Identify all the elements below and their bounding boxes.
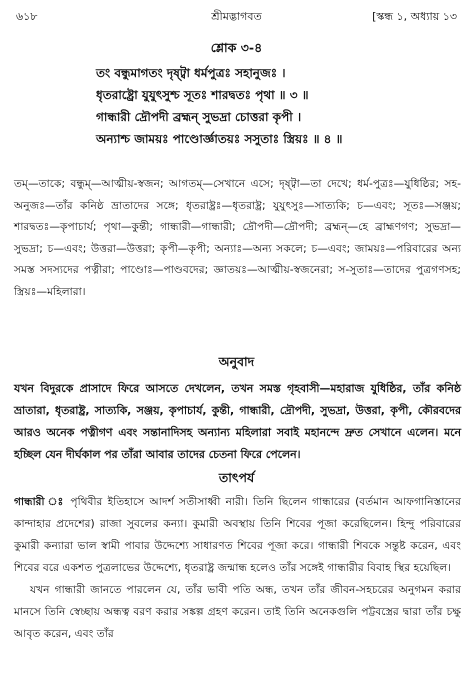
translation-heading: অনুবাদ	[218, 354, 255, 369]
verse-line: তং বন্ধুমাগতং দৃষ্ট্বা ধর্মপুত্রঃ সহানুজঃ ।	[96, 66, 286, 80]
page-header	[16, 8, 457, 26]
purport-body	[14, 491, 461, 645]
purport-paragraph-2: যখন গান্ধারী জানতে পারলেন যে, তাঁর ভাবী পতি অন্ধ, তখন তাঁর জীবন-সহচরের অনুগমন করার মানসে তিনি স্বেচ্ছায় অন্ধত্ব বরণ করার সঙ্কল্প গ্রহণ করেন। তাই তিনি অনেকগুলি পট্টবস্ত্রের দ্বারা তাঁর চক্ষু আবৃত করেন, এবং তাঁর	[14, 583, 461, 640]
synonyms-text: তম্‌—তাকে; বন্ধুম্‌—আত্মীয়-স্বজন; আগতম্‌—সেখানে এসে; দৃষ্ট্বা—তা দেখে; ধর্ম-পুত্রঃ—যুধিষ্ঠির; সহ-অনুজঃ—তাঁর কনিষ্ঠ ভ্রাতাদের সঙ্গে; ধৃতরাষ্ট্রঃ—ধৃতরাষ্ট্র; যুযুৎসুঃ—সাত্যকি; চ—এবং; সূতঃ—সঞ্জয়; শারদ্বতঃ—কৃপাচার্য; পৃথা—কুন্তী; গান্ধারী—গান্ধারী; দ্রৌপদী—দ্রৌপদী; ব্রহ্মন্‌—হে ব্রাহ্মণগণ; সুভদ্রা—সুভদ্রা; চ—এবং; উত্তরা—উত্তরা; কৃপী—কৃপী; অন্যাঃ—অন্য সকলে; চ—এবং; জাময়ঃ—পরিবারের অন্য সমস্ত সদস্যদের পত্নীরা; পাণ্ডোঃ—পাণ্ডবদের; জ্ঞাতয়ঃ—আত্মীয়-স্বজনেরা; স-সুতাঃ—তাদের পুত্রগণসহ; স্ত্রিয়ঃ—মহিলারা।	[14, 177, 461, 298]
canto-chapter-location: [স্কন্ধ ১, অধ্যায় ১৩	[372, 10, 457, 23]
verse-line: ধৃতরাষ্ট্রো যুযুৎসুশ্চ সূতঃ শারদ্বতঃ পৃথা ॥ ৩ ॥	[96, 88, 309, 102]
verse-line: অন্যাশ্চ জাময়ঃ পাণ্ডোর্জ্ঞাতয়ঃ সসুতাঃ স্ত্রিয়ঃ ॥ ৪ ॥	[96, 132, 343, 146]
sanskrit-verse	[96, 62, 453, 150]
translation-text: যখন বিদুরকে প্রাসাদে ফিরে আসতে দেখলেন, তখন সমস্ত গৃহবাসী—মহারাজ যুধিষ্ঠির, তাঁর কনিষ্ঠ ভ্রাতারা, ধৃতরাষ্ট্র, সাত্যকি, সঞ্জয়, কৃপাচার্য, কুন্তী, গান্ধারী, দ্রৌপদী, সুভদ্রা, উত্তরা, কৃপী, কৌরবদের আরও অনেক পত্নীগণ এবং সন্তানাদিসহ অন্যান্য মহিলারা সবাই মহানন্দে দ্রুত সেখানে এলেন। মনে হচ্ছিল যেন দীর্ঘকাল পর তাঁরা আবার তাদের চেতনা ফিরে পেলেন।	[14, 382, 461, 461]
purport-heading: তাৎপর্য	[218, 470, 255, 485]
page-number: ৬১৮	[16, 10, 38, 23]
purport-paragraph-1-text: পৃথিবীর ইতিহাসে আদর্শ সতীসাধ্বী নারী। তিনি ছিলেন গান্ধারের (বর্তমান আফগানিস্তানের কান্দাহার প্রদেশের) রাজা সুবলের কন্যা। কুমারী অবস্থায় তিনি শিবের পূজা করেছিলেন। হিন্দু পরিবারের কুমারী কন্যারা ভাল স্বামী পাবার উদ্দেশ্যে সাধারণত শিবের পূজা করে। গান্ধারী শিবকে সন্তুষ্ট করেন, এবং শিবের বরে একশত পুত্রলাভের উদ্দেশ্যে, ধৃতরাষ্ট্র জন্মান্ধ হলেও তাঁর সঙ্গেই গান্ধারীর বিবাহ স্থির হয়েছিল।	[14, 495, 461, 574]
book-title: শ্রীমদ্ভাগবত	[211, 10, 262, 23]
verse-number: শ্লোক ৩-৪	[210, 40, 263, 55]
word-synonyms	[14, 173, 461, 302]
purport-lead: গান্ধারী ঃ	[14, 495, 66, 508]
verse-line: গান্ধারী দ্রৌপদী ব্রহ্মন্‌ সুভদ্রা চোত্তরা কৃপী ।	[96, 110, 302, 124]
purport-paragraph	[14, 491, 461, 579]
